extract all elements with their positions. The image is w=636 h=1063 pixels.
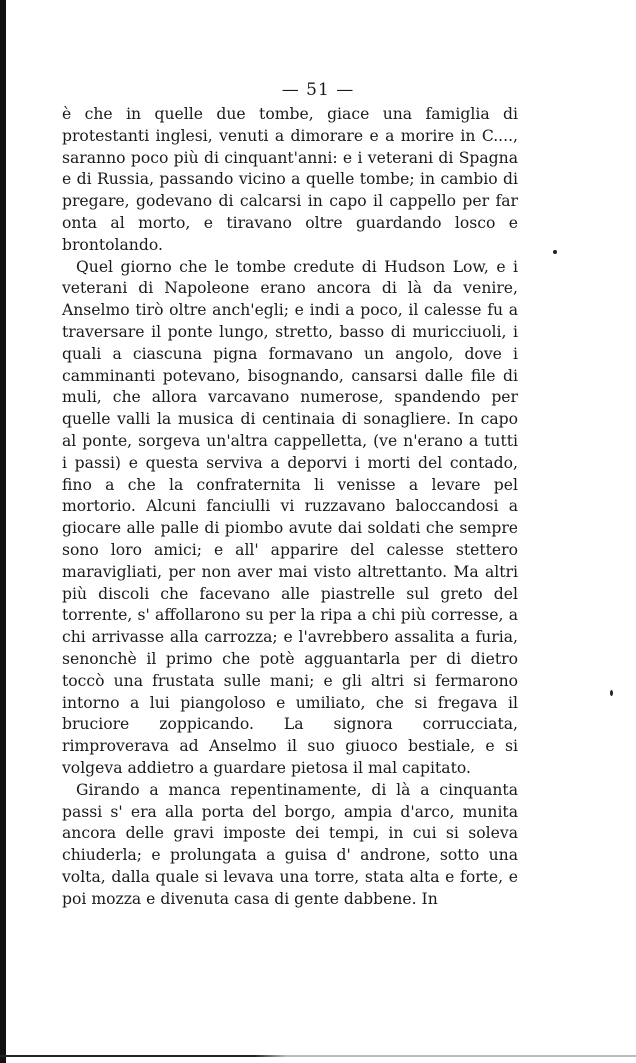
ink-speck [553,250,557,254]
page-bottom-edge [0,1055,636,1057]
paragraph-2: Quel giorno che le tombe credute di Hudson Low, e i veterani di Napoleone erano ancora di là da venire, Anselmo tirò oltre anch'egli; e indi a poco, il calesse fu a traversare il ponte lungo, stretto, basso di muricciuoli, i quali a ciascuna pigna formavano un angolo, dove i camminanti potevano, bisognando, cansarsi dalle file di muli, che allora varcavano numerose, spandendo per quelle valli la musica di centinaia di sonagliere. In capo al ponte, sorgeva un'altra cappelletta, (ve n'erano a tutti i passi) e questa serviva a deporvi i morti del contado, fino a che la confraternita li venisse a levare pel mortorio. Alcuni fanciulli vi ruzzavano baloccandosi a giocare alle palle di piombo avute dai soldati che sempre sono loro amici; e all' apparire del calesse stettero maravigliati, per non aver mai visto altrettanto. Ma altri più discoli che facevano alle piastrelle sul greto del torrente, s' affollarono su per la ripa a chi più corresse, a chi arrivasse alla carrozza; e l'avrebbero assalita a furia, senonchè il primo che potè agguantarla per di dietro toccò una frustata sulle mani; e gli altri si fermarono intorno a lui piangoloso e umiliato, che si fregava il bruciore zoppicando. La signora corrucciata, rimproverava ad Anselmo il suo giuoco bestiale, e si volgeva addietro a guardare pietosa il mal capitato. [62,257,518,777]
paragraph-1: è che in quelle due tombe, giace una famiglia di protestanti inglesi, venuti a dimorare e a morire in C...., saranno poco più di cinquant'anni: e i veterani di Spagna e di Russia, passando vicino a quelle tombe; in cambio di pregare, godevano di calcarsi in capo il cappello per far onta al morto, e tiravano oltre guardando losco e brontolando. [62,105,518,254]
book-text-body [62,104,518,910]
ink-speck [610,690,613,696]
paragraph-3: Girando a manca repentinamente, di là a cinquanta passi s' era alla porta del borgo, ampia d'arco, munita ancora delle gravi imposte dei tempi, in cui si soleva chiuderla; e prolungata a guisa d' androne, sotto una volta, dalla quale si levava una torre, stata alta e forte, e poi mozza e divenuta casa di gente dabbene. In [62,780,518,908]
page-number: — 51 — [281,80,355,100]
page-spine-shadow [0,0,6,1063]
